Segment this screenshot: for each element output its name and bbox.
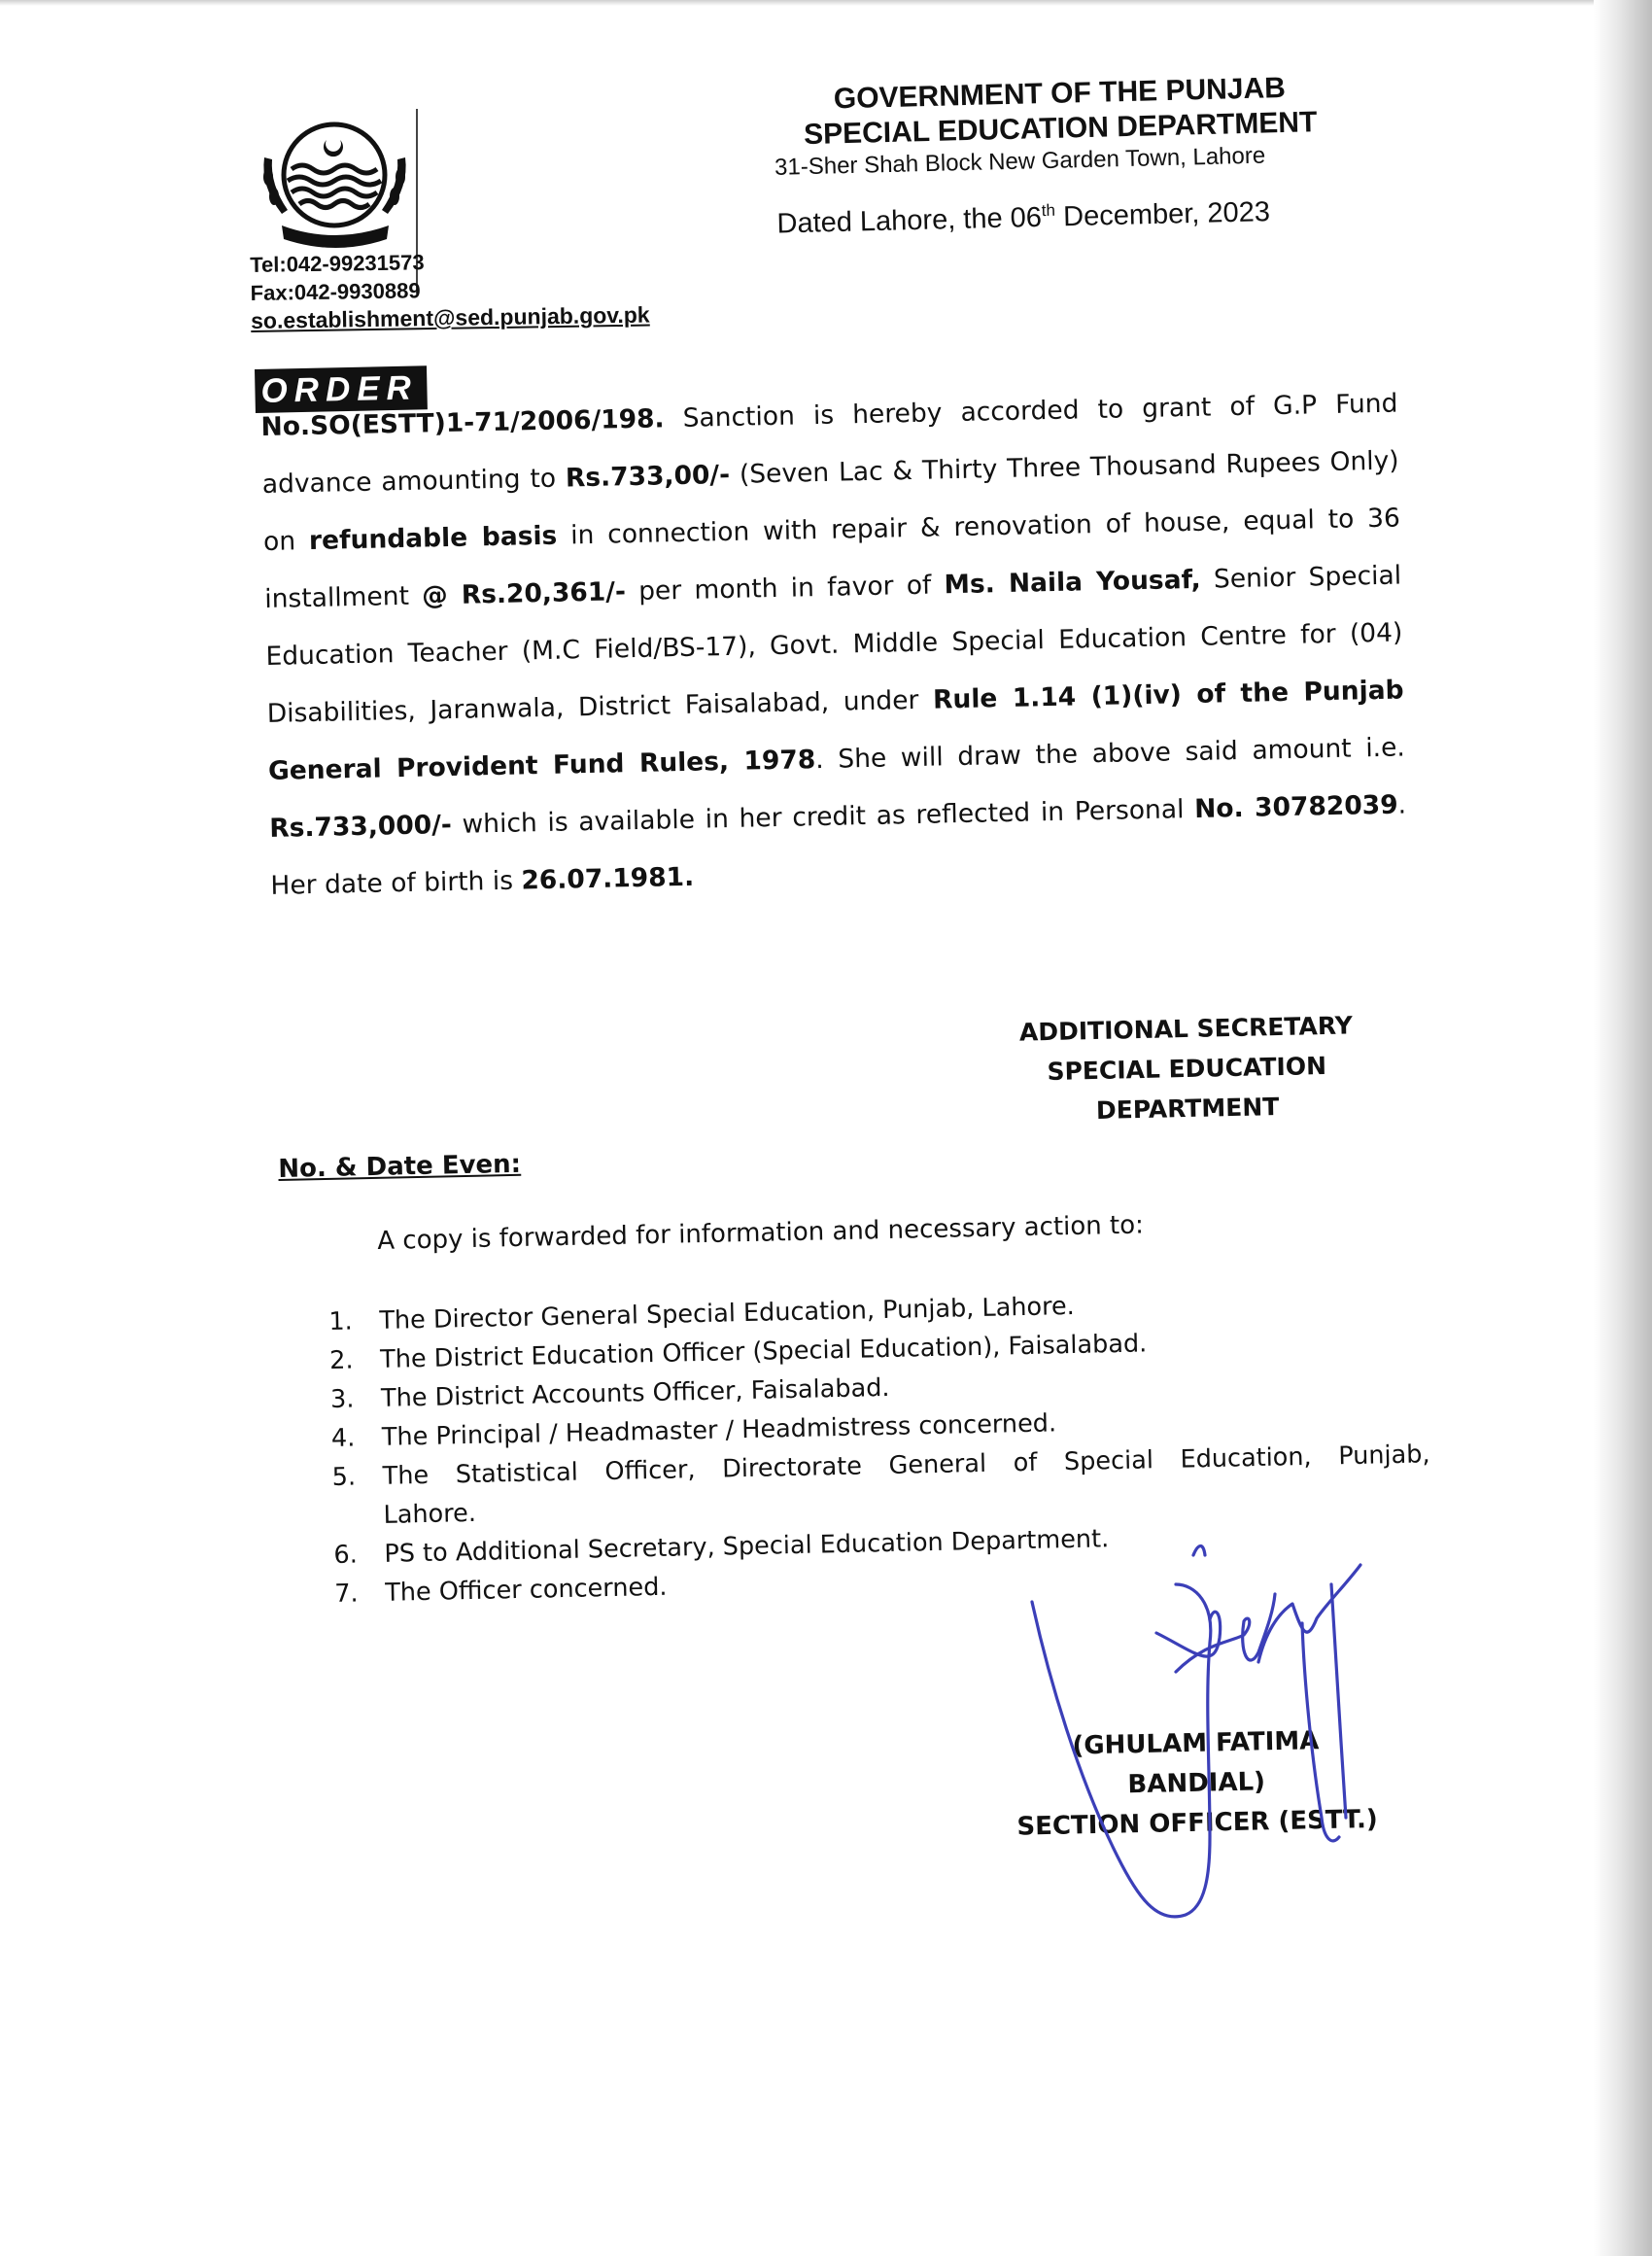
officer-name: (GHULAM FATIMA BANDIAL) [1072, 1726, 1320, 1800]
list-number: 6. [333, 1540, 359, 1570]
body-text: installment [264, 580, 423, 614]
rule-reference: General Provident Fund Rules, 1978 [267, 745, 816, 786]
order-heading: ORDER [255, 365, 428, 413]
department-address: 31-Sher Shah Block New Garden Town, Lahore [774, 142, 1266, 181]
fax-number: Fax:042-9930889 [250, 278, 421, 305]
tel-number: Tel:042-99231573 [250, 250, 425, 277]
list-number: 4. [330, 1423, 356, 1453]
list-number: 2. [328, 1345, 354, 1375]
list-text: The Principal / Headmaster / Headmistress concerned. [381, 1408, 1057, 1452]
department-title: SPECIAL EDUCATION DEPARTMENT [803, 106, 1318, 152]
body-text: Disabilities, Jaranwala, District Faisalabad, under [266, 684, 934, 729]
advance-amount: Rs.733,00/- [565, 459, 731, 494]
personal-number: No. 30782039 [1193, 789, 1398, 824]
scan-edge-right [1594, 0, 1652, 2256]
list-number: 7. [333, 1579, 359, 1609]
dated-suffix: December, 2023 [1054, 196, 1271, 233]
list-text-line-1: The Statistical Officer, Directorate General of Special Education, Punjab, [382, 1440, 1430, 1491]
list-number: 5. [331, 1462, 357, 1492]
government-title: GOVERNMENT OF THE PUNJAB [833, 71, 1287, 116]
body-text: Her date of birth is [270, 865, 522, 901]
list-text: The District Accounts Officer, Faisalabad. [380, 1372, 890, 1413]
letterhead [768, 69, 1374, 241]
list-number: 3. [329, 1384, 355, 1414]
installment-amount: @ Rs.20,361/- [421, 576, 627, 611]
punjab-emblem-icon [255, 119, 418, 250]
scan-edge-top [0, 0, 1652, 6]
body-text: per month in favor of [625, 570, 945, 607]
dated-prefix: Dated Lahore, the 06 [776, 201, 1043, 240]
body-text: advance amounting to [261, 463, 567, 500]
list-text-line-2: Lahore. [383, 1498, 477, 1530]
order-reference: No.SO(ESTT)1-71/2006/198. [260, 403, 665, 442]
body-text: . [1397, 789, 1407, 820]
body-text: in connection with repair & renovation of house, equal to 36 [556, 503, 1401, 551]
credit-amount: Rs.733,000/- [268, 809, 453, 844]
body-text: on [262, 525, 310, 557]
employee-name: Ms. Naila Yousaf, [944, 564, 1202, 601]
list-text: The Director General Special Education, Punjab, Lahore. [379, 1291, 1076, 1336]
date-even-heading: No. & Date Even: [278, 1149, 522, 1184]
officer-title: SECTION OFFICER (ESTT.) [1016, 1804, 1379, 1842]
body-text: Senior Special [1200, 560, 1402, 595]
body-text: Sanction is hereby accorded to grant of G.P Fund [664, 388, 1398, 434]
signature-icon [1011, 1526, 1419, 1944]
rule-reference: Rule 1.14 (1)(iv) of the Punjab [932, 675, 1404, 715]
body-line-5: Education Teacher (M.C Field/BS-17), Govt. Middle Special Education Centre for (04) [265, 617, 1403, 672]
body-text: (Seven Lac & Thirty Three Thousand Rupees Only) [729, 445, 1399, 490]
order-body [260, 374, 1408, 914]
list-number: 1. [328, 1306, 354, 1336]
body-text: which is available in her credit as reflected in Personal [451, 793, 1195, 840]
list-text: PS to Additional Secretary, Special Education Department. [384, 1524, 1110, 1569]
email-link[interactable]: so.establishment@sed.punjab.gov.pk [250, 301, 650, 333]
list-text: The District Education Officer (Special Education), Faisalabad. [379, 1329, 1148, 1374]
signatory-line-3: DEPARTMENT [1095, 1093, 1280, 1125]
signatory-line-1: ADDITIONAL SECRETARY [1018, 1011, 1354, 1047]
signatory-block [1001, 1005, 1372, 1132]
signatory-line-2: SPECIAL EDUCATION [1047, 1052, 1327, 1087]
copy-forwarded-line: A copy is forwarded for information and necessary action to: [377, 1210, 1145, 1256]
date-of-birth: 26.07.1981. [521, 861, 695, 896]
contact-details [250, 245, 650, 335]
list-text: The Officer concerned. [384, 1572, 668, 1608]
refundable-basis: refundable basis [308, 520, 558, 556]
dated-line [776, 193, 1374, 241]
body-text: . She will draw the above said amount i.e. [814, 732, 1406, 776]
dated-sup: th [1041, 200, 1056, 221]
